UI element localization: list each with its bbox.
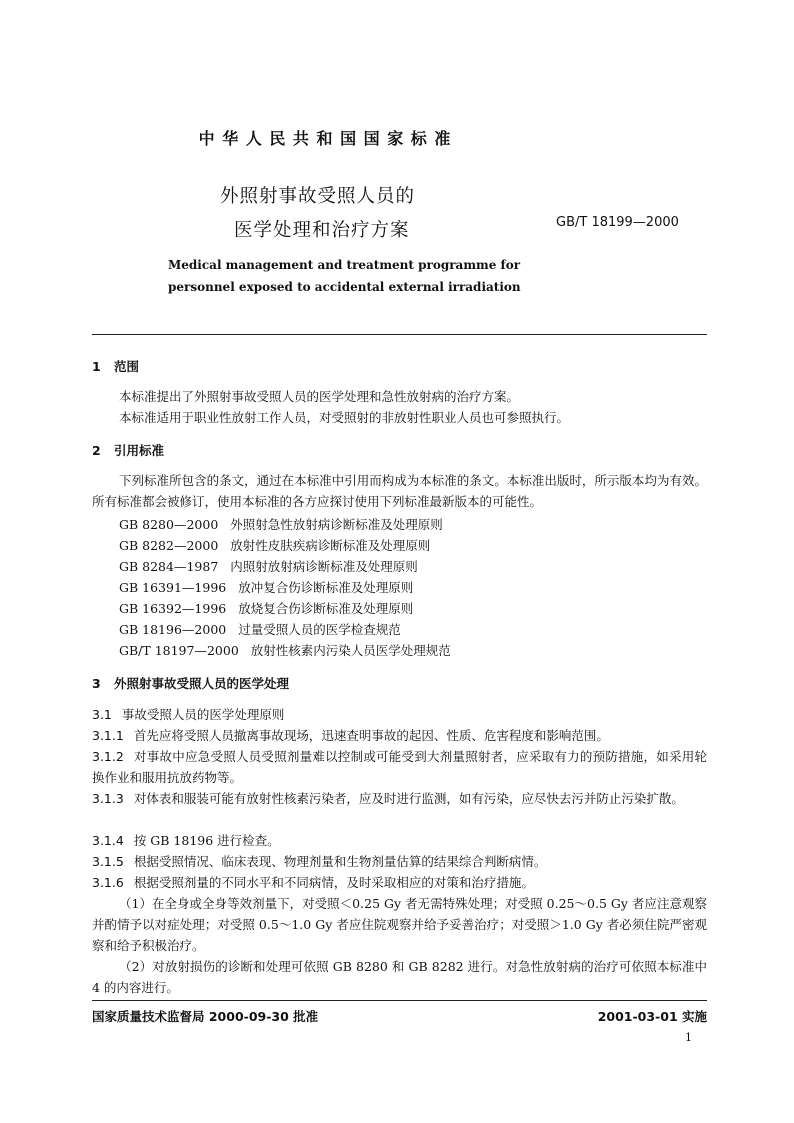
section-1-paragraph-1: 本标准提出了外照射事故受照人员的医学处理和急性放射病的治疗方案。: [119, 389, 520, 404]
standard-code: GB/T 18199—2000: [556, 215, 679, 230]
reference-code: GB 8284—1987: [119, 559, 219, 574]
reference-item: [119, 620, 401, 638]
reference-title: 放射性核素内污染人员医学处理规范: [250, 643, 451, 658]
section-2-heading: [92, 441, 164, 459]
section-title: 外照射事故受照人员的医学处理: [114, 676, 290, 691]
clause-3-1-2: [92, 746, 707, 788]
clause-3-1-3: [92, 788, 707, 809]
section-number: 2: [92, 443, 101, 458]
clause-text: 根据受照剂量的不同水平和不同病情，及时采取相应的对策和治疗措施。: [133, 875, 534, 890]
clause-number: 3.1.2: [92, 749, 124, 764]
section-number: 1: [92, 359, 101, 374]
title-en-line2: personnel exposed to accidental external irradiation: [168, 280, 521, 294]
reference-item: [119, 515, 443, 533]
footer-divider: [92, 1000, 707, 1001]
header-divider: [92, 334, 707, 335]
reference-code: GB 16392—1996: [119, 601, 227, 616]
section-2-intro: 下列标准所包含的条文，通过在本标准中引用而构成为本标准的条文。本标准出版时，所示版本均为有效。所有标准都会被修订，使用本标准的各方应探讨使用下列标准最新版本的可能性。: [92, 473, 707, 509]
reference-title: 放射性皮肤疾病诊断标准及处理原则: [230, 538, 431, 553]
implementation-date: 2001-03-01 实施: [597, 1009, 707, 1024]
title-en-line1: Medical management and treatment programme for: [168, 258, 521, 272]
reference-code: GB 16391—1996: [119, 580, 227, 595]
section-number: 3: [92, 676, 101, 691]
reference-code: GB 18196—2000: [119, 622, 227, 637]
clause-text: 根据受照情况、临床表现、物理剂量和生物剂量估算的结果综合判断病情。: [133, 854, 547, 869]
reference-title: 外照射急性放射病诊断标准及处理原则: [230, 517, 443, 532]
clause-text: 对事故中应急受照人员受照剂量难以控制或可能受到大剂量照射者，应采取有力的预防措施，如采用轮换作业和服用抗放药物等。: [92, 749, 707, 785]
clause-number: 3.1.3: [92, 791, 124, 806]
clause-3-1-6: [92, 872, 707, 893]
title-cn-line2: 医学处理和治疗方案: [234, 220, 410, 241]
clause-text: 首先应将受照人员撤离事故现场，迅速查明事故的起因、性质、危害程度和影响范围。: [133, 728, 609, 743]
page-number: 1: [685, 1031, 692, 1044]
national-standard-heading: 中 华 人 民 共 和 国 国 家 标 准: [198, 129, 452, 148]
reference-item: [119, 557, 418, 575]
clause-3-1: [92, 704, 707, 725]
clause-3-1-5: [92, 851, 707, 872]
reference-title: 过量受照人员的医学检查规范: [238, 622, 401, 637]
clause-number: 3.1.6: [92, 875, 124, 890]
reference-code: GB/T 18197—2000: [119, 643, 239, 658]
reference-code: GB 8282—2000: [119, 538, 219, 553]
clause-number: 3.1: [92, 707, 112, 722]
section-1-heading: [92, 357, 139, 375]
clause-text: 对体表和服装可能有放射性核素污染者，应及时进行监测，如有污染，应尽快去污并防止污染扩散。: [133, 791, 684, 806]
clause-3-1-1: [92, 725, 707, 746]
clause-3-1-4: [92, 830, 707, 851]
section-title: 范围: [114, 359, 140, 374]
section-title: 引用标准: [114, 443, 165, 458]
reference-title: 放烧复合伤诊断标准及处理原则: [238, 601, 414, 616]
title-cn-line1: 外照射事故受照人员的: [220, 186, 416, 207]
reference-title: 内照射放射病诊断标准及处理原则: [230, 559, 418, 574]
reference-item: [119, 578, 413, 596]
reference-code: GB 8280—2000: [119, 517, 219, 532]
approval-line: 国家质量技术监督局 2000-09-30 批准: [92, 1009, 319, 1024]
clause-number: 3.1.1: [92, 728, 124, 743]
clause-3-1-6-item-2: （2）对放射损伤的诊断和处理可依照 GB 8280 和 GB 8282 进行。对急性放射病的治疗可依照本标准中 4 的内容进行。: [92, 959, 707, 995]
reference-item: [119, 599, 413, 617]
clause-3-1-6-item-1: （1）在全身或全身等效剂量下，对受照＜0.25 Gy 者无需特殊处理；对受照 0.25～0.5 Gy 者应注意观察并酌情予以对症处理；对受照 0.5～1.0 Gy 者应住院观察并给予妥善治疗；对受照＞1.0 Gy 者必须住院严密观察和给予积极治疗。: [92, 896, 707, 953]
section-1-paragraph-2: 本标准适用于职业性放射工作人员，对受照射的非放射性职业人员也可参照执行。: [119, 410, 570, 425]
clause-text: 事故受照人员的医学处理原则: [121, 707, 285, 722]
clause-text: 按 GB 18196 进行检查。: [133, 833, 280, 848]
section-3-heading: [92, 674, 289, 692]
reference-item: [119, 641, 451, 659]
clause-number: 3.1.4: [92, 833, 124, 848]
reference-title: 放冲复合伤诊断标准及处理原则: [238, 580, 414, 595]
clause-number: 3.1.5: [92, 854, 124, 869]
reference-item: [119, 536, 430, 554]
